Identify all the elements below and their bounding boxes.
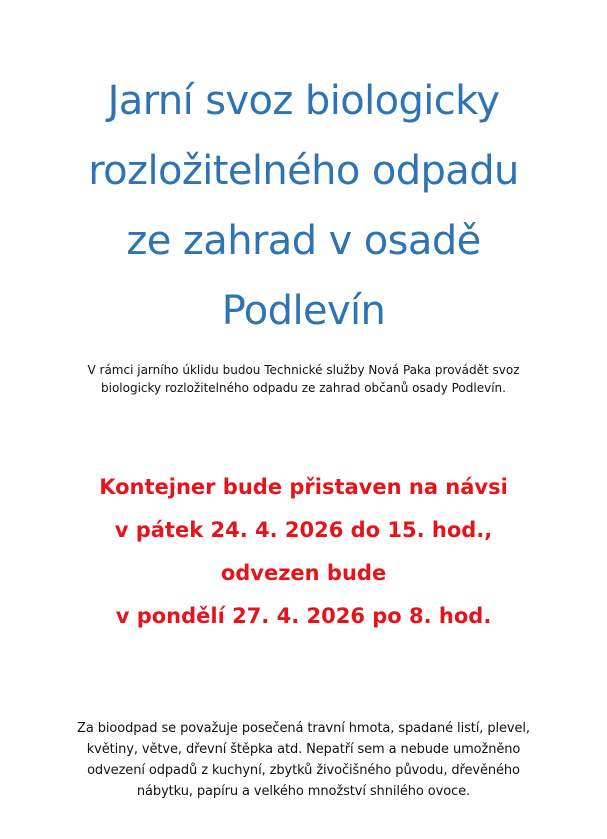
title-line: rozložitelného odpadu [88,148,519,194]
footer-paragraph [30,718,577,802]
intro-line: V rámci jarního úklidu budou Technické služby Nová Paka provádět svoz [87,363,520,377]
title-line: ze zahrad v osadě [126,218,481,264]
page-title [30,66,577,346]
footer-line: nábytku, papíru a velkého množství shnilého ovoce. [136,784,471,799]
notice-line: odvezen bude [220,561,387,585]
footer-line: Za bioodpad se považuje posečená travní hmota, spadané listí, plevel, [77,721,530,736]
notice-line: v pondělí 27. 4. 2026 po 8. hod. [115,604,492,628]
title-line: Jarní svoz biologicky [107,78,500,124]
footer-line: květiny, větve, dřevní štěpka atd. Nepatří sem a nebude umožněno [86,742,521,757]
notice-line: v pátek 24. 4. 2026 do 15. hod., [114,518,493,542]
footer-line: odvezení odpadů z kuchyní, zbytků živočišného původu, dřevěného [87,763,520,778]
intro-line: biologicky rozložitelného odpadu ze zahrad občanů osady Podlevín. [101,381,506,395]
collection-notice [20,466,587,638]
notice-line: Kontejner bude přistaven na návsi [99,475,508,499]
title-line: Podlevín [221,288,386,334]
intro-paragraph [40,361,567,397]
